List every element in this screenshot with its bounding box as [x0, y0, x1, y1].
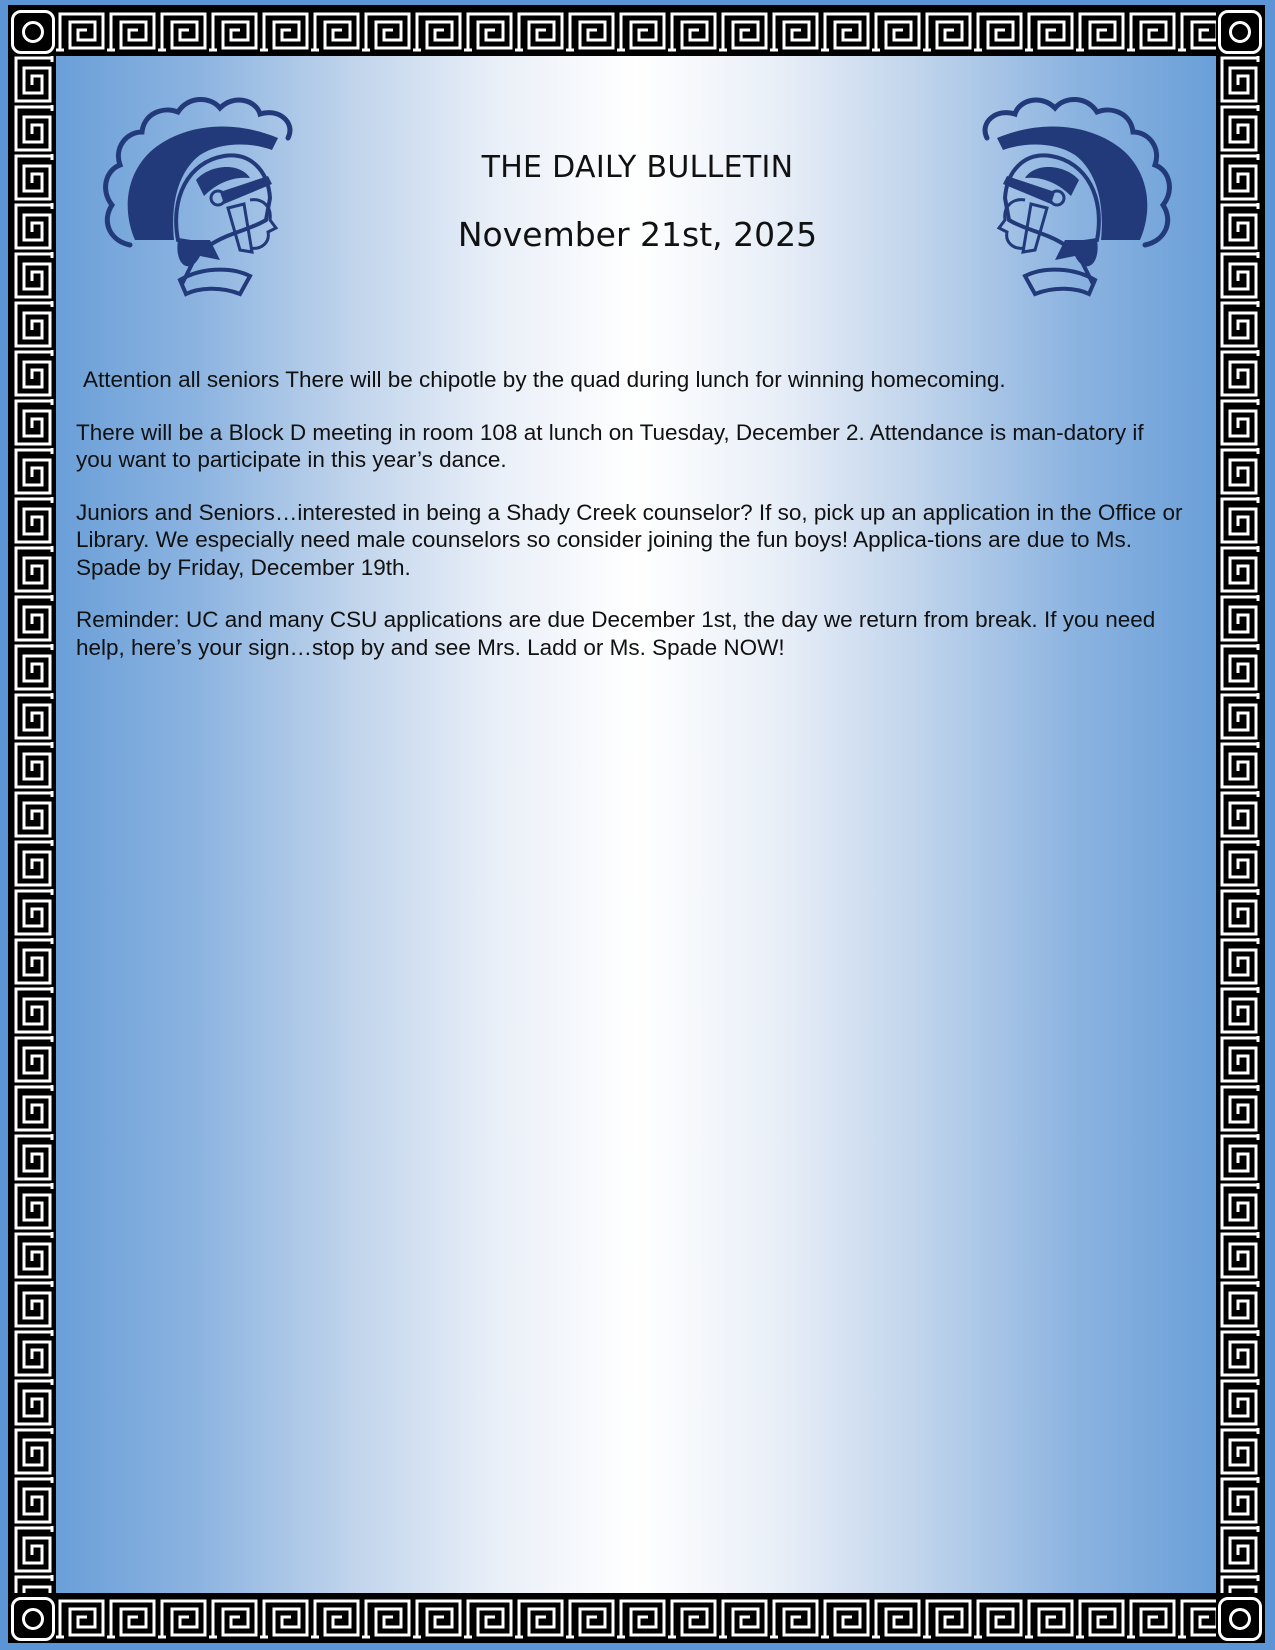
bulletin-date: November 21st, 2025 — [457, 215, 818, 254]
corner-ring-icon — [1218, 1597, 1262, 1641]
greek-key-strip-top — [56, 8, 1216, 54]
trojan-helmet-icon — [965, 80, 1175, 310]
announcement-college-applications: Reminder: UC and many CSU applications are due December 1st, the day we return from break. If you need help, here’s your sign…stop by and see Mrs. Ladd or Ms. Spade NOW! — [76, 607, 1156, 660]
announcement-block-d-meeting: There will be a Block D meeting in room 108 at lunch on Tuesday, December 2. Attendance is man-datory if you want to participate in this year’s dance. — [76, 419, 1144, 472]
page-title: THE DAILY BULLETIN — [481, 150, 794, 185]
greek-key-strip-left — [10, 56, 56, 1593]
announcements-list — [76, 366, 1186, 686]
announcement-shady-creek: Juniors and Seniors…interested in being a Shady Creek counselor? If so, pick up an application in the Office or Library. We especially need male counselors so consider joining the fun boys! Applica-tions are due to Ms. Spade by Friday, December 19th. — [76, 499, 1183, 580]
greek-key-strip-bottom — [56, 1595, 1216, 1641]
greek-key-strip-right — [1216, 56, 1262, 1593]
trojan-helmet-icon — [100, 80, 310, 310]
announcement-senior-chipotle: Attention all seniors There will be chipotle by the quad during lunch for winning homecoming. — [83, 367, 1006, 392]
corner-ring-icon — [1218, 10, 1262, 54]
corner-ring-icon — [11, 1597, 55, 1641]
corner-ring-icon — [11, 10, 55, 54]
